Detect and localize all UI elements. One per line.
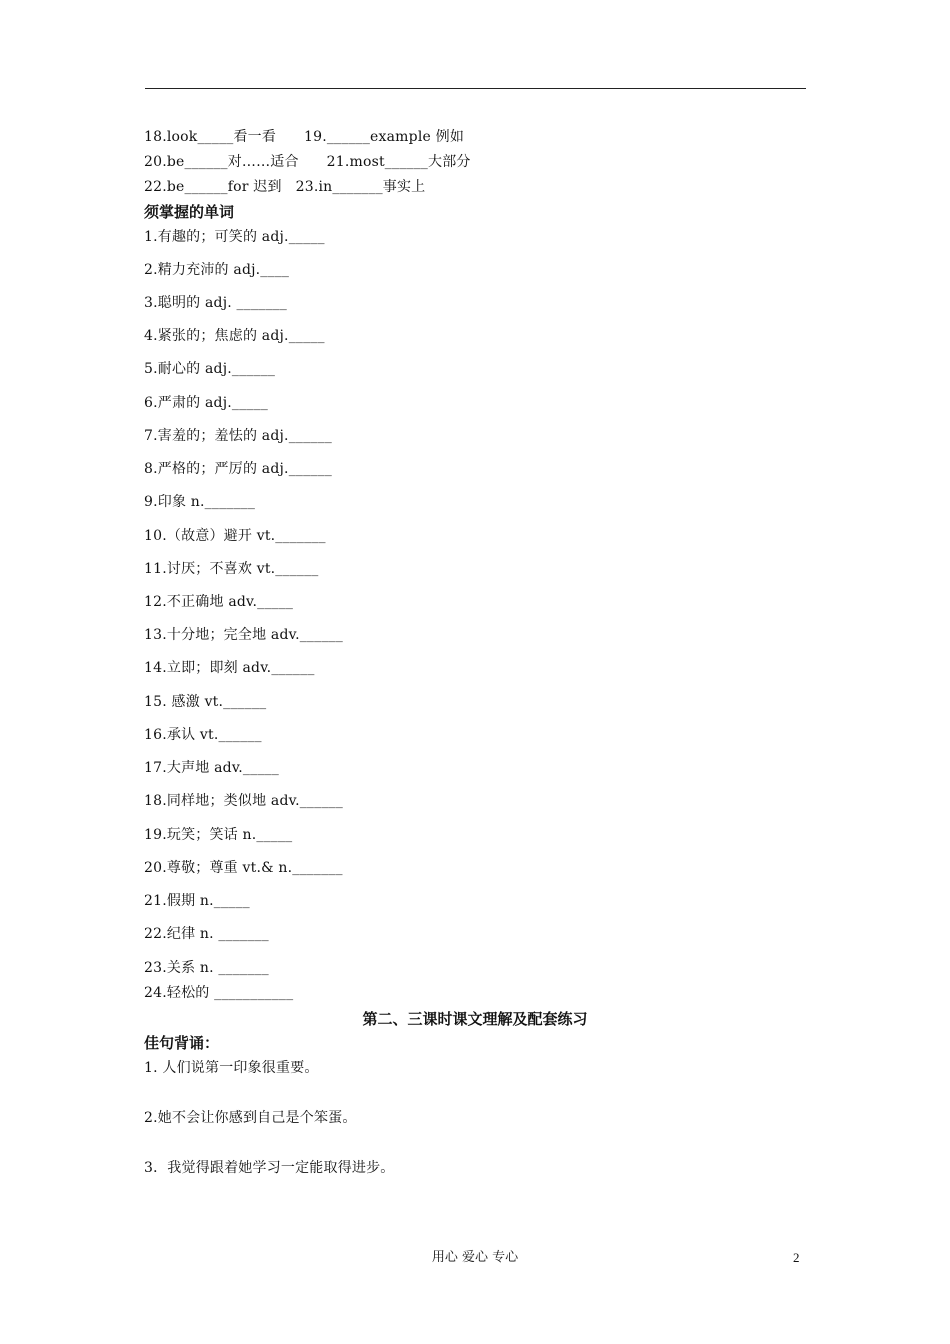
vocab-item: 7.害羞的；羞怯的 adj.______ [144, 428, 332, 444]
vocab-item: 20.尊敬；尊重 vt.& n._______ [144, 860, 343, 876]
section-title: 第二、三课时课文理解及配套练习 [362, 1010, 588, 1028]
vocab-item: 15. 感激 vt.______ [144, 694, 267, 710]
vocab-item: 18.同样地；类似地 adv.______ [144, 793, 343, 809]
vocab-item: 16.承认 vt.______ [144, 727, 262, 743]
sentence-item: 1. 人们说第一印象很重要。 [144, 1060, 319, 1076]
vocab-item: 17.大声地 adv._____ [144, 760, 279, 776]
vocab-item: 9.印象 n._______ [144, 494, 256, 510]
vocab-item: 2.精力充沛的 adj.____ [144, 262, 290, 278]
vocab-item: 12.不正确地 adv._____ [144, 594, 294, 610]
vocab-heading: 须掌握的单词 [144, 203, 235, 221]
sentence-item: 2.她不会让你感到自己是个笨蛋。 [144, 1110, 357, 1126]
vocab-item: 22.纪律 n. _______ [144, 926, 269, 942]
header-rule [145, 88, 806, 89]
phrase-line-1: 18.look_____看一看 19.______example 例如 [144, 129, 465, 145]
vocab-item: 5.耐心的 adj.______ [144, 361, 276, 377]
vocab-item: 6.严肃的 adj._____ [144, 395, 268, 411]
vocab-item: 3.聪明的 adj. _______ [144, 295, 287, 311]
vocab-item: 19.玩笑；笑话 n._____ [144, 827, 293, 843]
page-number: 2 [793, 1250, 800, 1265]
vocab-item: 24.轻松的 ___________ [144, 985, 294, 1001]
phrase-line-2: 20.be______对……适合 21.most______大部分 [144, 154, 471, 170]
vocab-item: 14.立即；即刻 adv.______ [144, 660, 315, 676]
page-footer: 用心 爱心 专心 [431, 1250, 519, 1265]
vocab-item: 1.有趣的；可笑的 adj._____ [144, 229, 325, 245]
vocab-item: 21.假期 n._____ [144, 893, 250, 909]
vocab-item: 13.十分地；完全地 adv.______ [144, 627, 343, 643]
vocab-item: 23.关系 n. _______ [144, 960, 269, 976]
vocab-item: 10.（故意）避开 vt._______ [144, 528, 326, 544]
vocab-item: 11.讨厌；不喜欢 vt.______ [144, 561, 319, 577]
phrase-line-3: 22.be______for 迟到 23.in_______事实上 [144, 179, 426, 195]
sentence-item: 3．我觉得跟着她学习一定能取得进步。 [144, 1160, 395, 1176]
vocab-item: 8.严格的；严厉的 adj.______ [144, 461, 332, 477]
vocab-item: 4.紧张的；焦虑的 adj._____ [144, 328, 325, 344]
sentences-heading: 佳句背诵： [144, 1034, 220, 1052]
